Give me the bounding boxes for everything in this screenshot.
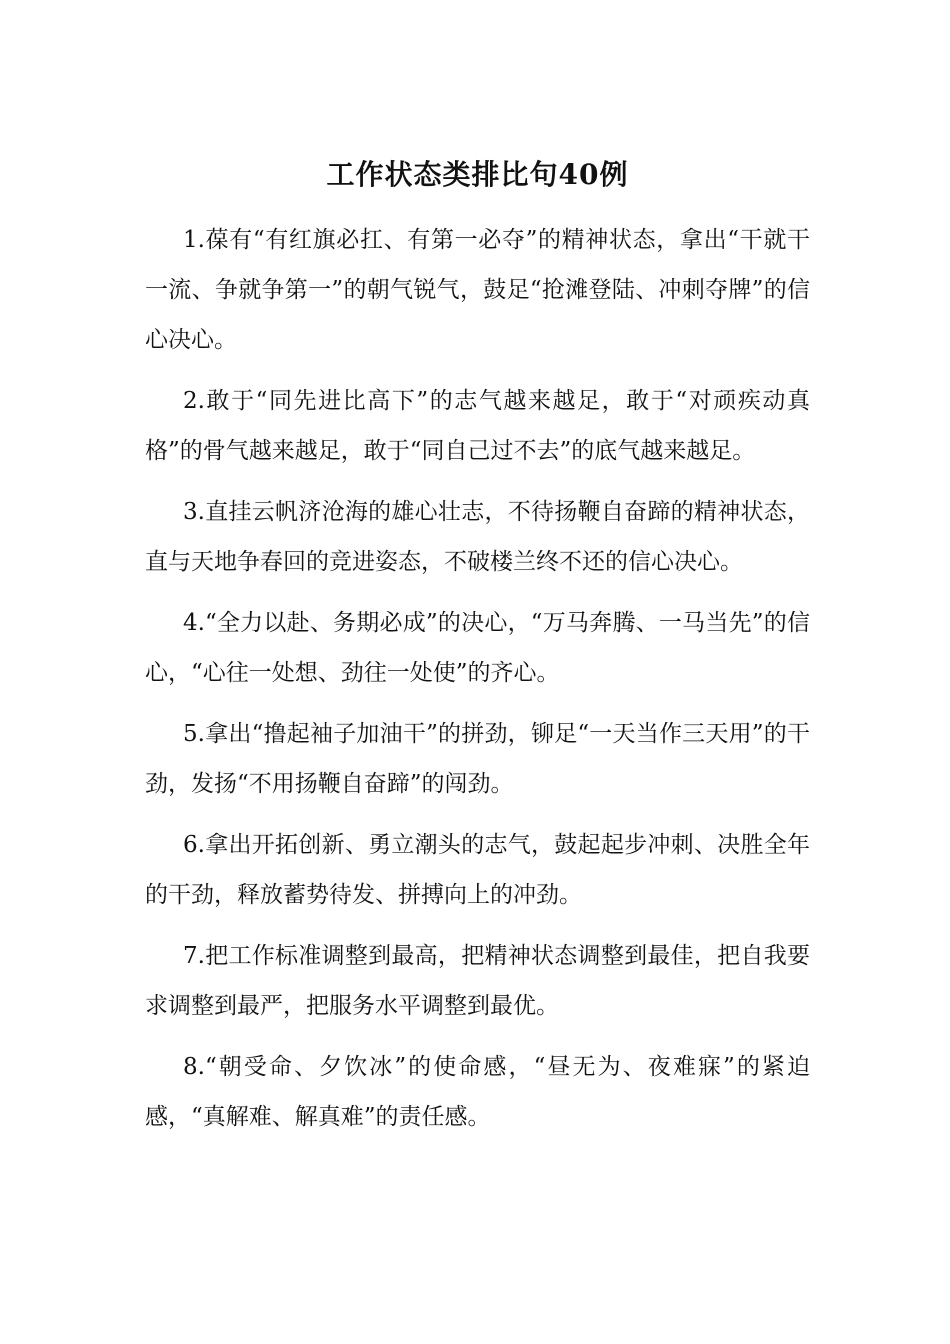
paragraph-6: 6.拿出开拓创新、勇立潮头的志气，鼓起起步冲刺、决胜全年的干劲，释放蓄势待发、拼搏向上的冲劲。 bbox=[145, 832, 810, 908]
paragraph-3: 3.直挂云帆济沧海的雄心壮志，不待扬鞭自奋蹄的精神状态，直与天地争春回的竞进姿态，不破楼兰终不还的信心决心。 bbox=[145, 499, 810, 575]
paragraph-4: 4.“全力以赴、务期必成”的决心，“万马奔腾、一马当先”的信心，“心往一处想、劲往一处使”的齐心。 bbox=[145, 610, 810, 686]
paragraph-2: 2.敢于“同先进比高下”的志气越来越足，敢于“对顽疾动真格”的骨气越来越足，敢于“同自己过不去”的底气越来越足。 bbox=[145, 388, 810, 464]
document-title: 工作状态类排比句40例 bbox=[326, 158, 629, 191]
paragraph-5: 5.拿出“撸起袖子加油干”的拼劲，铆足“一天当作三天用”的干劲，发扬“不用扬鞭自奋蹄”的闯劲。 bbox=[145, 721, 810, 797]
paragraph-8: 8.“朝受命、夕饮冰”的使命感，“昼无为、夜难寐”的紧迫感，“真解难、解真难”的责任感。 bbox=[145, 1054, 810, 1130]
paragraph-1: 1.葆有“有红旗必扛、有第一必夺”的精神状态，拿出“干就干一流、争就争第一”的朝气锐气，鼓足“抢滩登陆、冲刺夺牌”的信心决心。 bbox=[145, 227, 810, 353]
paragraph-7: 7.把工作标准调整到最高，把精神状态调整到最佳，把自我要求调整到最严，把服务水平调整到最优。 bbox=[145, 943, 810, 1019]
